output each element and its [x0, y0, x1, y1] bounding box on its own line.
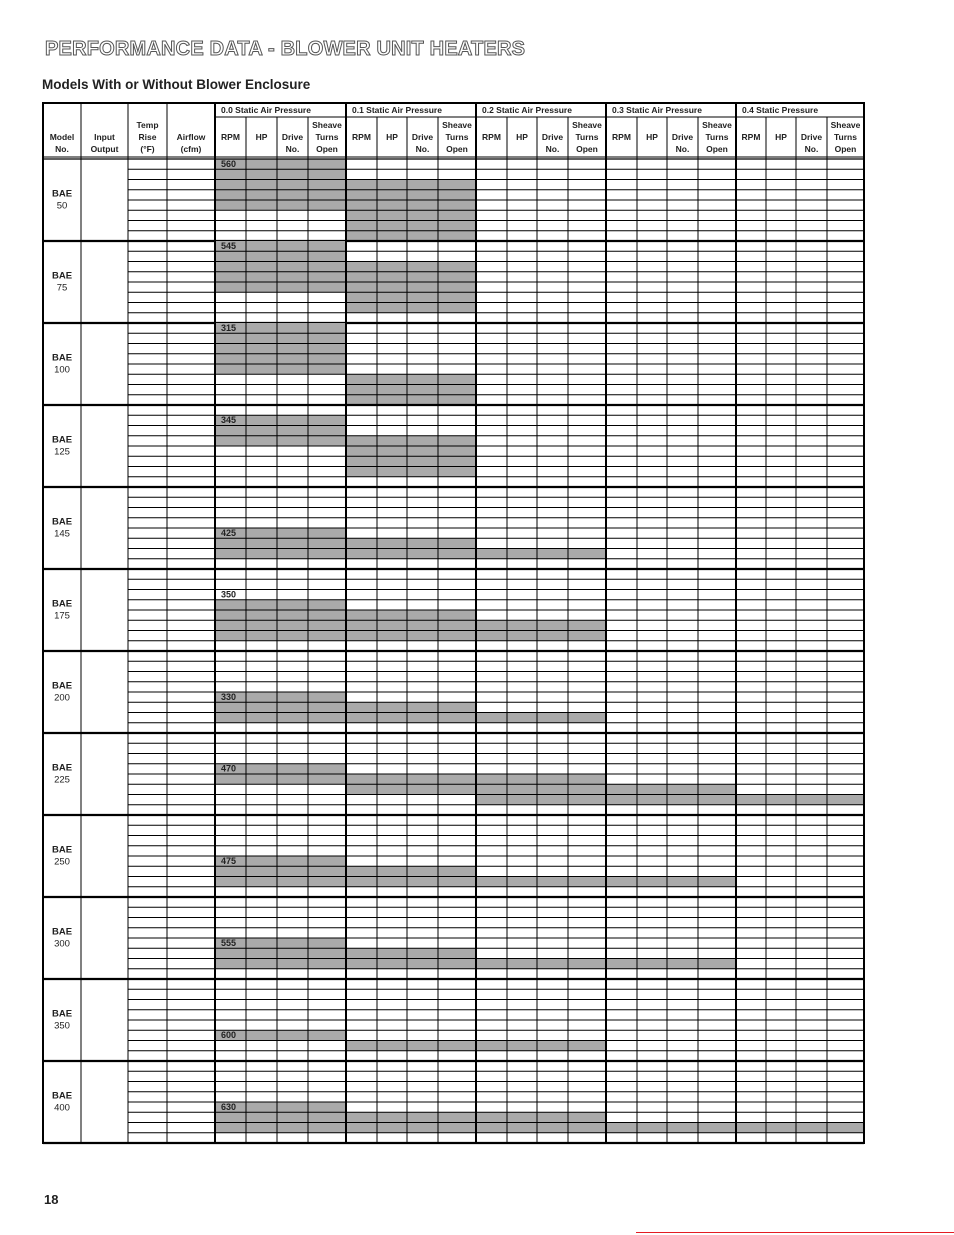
shaded-band: [476, 877, 606, 887]
model-size-label: 125: [54, 446, 70, 458]
model-label: BAE: [51, 598, 73, 610]
airflow-header: (cfm): [180, 144, 202, 154]
rpm-header: RPM: [221, 132, 240, 142]
sheave-header: Sheave: [702, 120, 732, 130]
model-size-label: 175: [54, 610, 70, 622]
model-label: BAE: [51, 188, 73, 200]
page-title: PERFORMANCE DATA - BLOWER UNIT HEATERS: [45, 38, 526, 60]
shaded-band: [346, 610, 476, 641]
rpm-value: 555: [221, 937, 237, 948]
shaded-band: [476, 959, 606, 969]
input-header: Output: [90, 144, 119, 154]
page-subtitle: Models With or Without Blower Enclosure: [42, 77, 311, 92]
model-label: BAE: [51, 762, 73, 774]
pressure-group-label: 0.3 Static Air Pressure: [612, 105, 702, 115]
sheave-header: Turns: [315, 132, 339, 142]
model-label: BAE: [51, 1090, 73, 1102]
model-size-label: 75: [56, 282, 68, 294]
model-size-label: 145: [54, 528, 70, 540]
model-header: Model: [49, 132, 75, 142]
drive-header: Drive: [541, 132, 564, 142]
shaded-band: [476, 713, 606, 723]
shaded-band: [476, 1041, 606, 1051]
sheave-header: Sheave: [572, 120, 602, 130]
rpm-value: 315: [221, 322, 237, 333]
page-number: 18: [44, 1192, 59, 1207]
hp-header: HP: [646, 132, 658, 142]
shaded-band: [346, 374, 476, 405]
sheave-header: Open: [316, 144, 338, 154]
sheave-header: Turns: [834, 132, 857, 142]
shaded-band: [736, 1123, 864, 1133]
shaded-band: [606, 1123, 736, 1133]
rpm-value: 630: [221, 1101, 237, 1112]
drive-header: Drive: [411, 132, 434, 142]
sheave-header: Sheave: [312, 120, 342, 130]
model-label: BAE: [51, 1008, 73, 1020]
model-size-label: 300: [54, 938, 70, 950]
sheave-header: Open: [834, 144, 857, 154]
model-size-label: 100: [54, 364, 70, 376]
shaded-band: [346, 1041, 476, 1051]
rpm-value: 600: [221, 1030, 237, 1041]
drive-header: No.: [285, 144, 300, 154]
model-size-label: 250: [54, 856, 70, 868]
airflow-header: Airflow: [176, 132, 206, 142]
temp-header: (°F): [140, 144, 155, 154]
drive-header: No.: [675, 144, 690, 154]
shaded-band: [476, 549, 606, 559]
model-label: BAE: [51, 926, 73, 938]
rpm-value: 470: [221, 763, 237, 774]
rpm-value: 425: [221, 527, 237, 538]
pressure-group-label: 0.4 Static Pressure: [742, 105, 819, 115]
rpm-value: 545: [221, 240, 237, 251]
model-size-label: 200: [54, 692, 70, 704]
rpm-value: 350: [221, 589, 237, 600]
drive-header: Drive: [800, 132, 823, 142]
model-label: BAE: [51, 844, 73, 856]
rpm-header: RPM: [741, 132, 761, 142]
temp-header: Temp: [136, 120, 159, 130]
sheave-header: Turns: [705, 132, 729, 142]
model-size-label: 225: [54, 774, 70, 786]
model-size-label: 400: [54, 1102, 70, 1114]
drive-header: No.: [545, 144, 560, 154]
shaded-band: [476, 774, 606, 805]
drive-header: No.: [415, 144, 430, 154]
model-label: BAE: [51, 516, 73, 528]
model-size-label: 350: [54, 1020, 70, 1032]
footer-rule: [636, 1232, 954, 1233]
model-label: BAE: [51, 270, 73, 282]
model-label: BAE: [51, 680, 73, 692]
drive-header: Drive: [671, 132, 694, 142]
model-label: BAE: [51, 434, 73, 446]
hp-header: HP: [386, 132, 398, 142]
drive-header: Drive: [281, 132, 304, 142]
rpm-value: 560: [221, 158, 237, 169]
shaded-band: [606, 959, 736, 969]
sheave-header: Turns: [575, 132, 599, 142]
sheave-header: Open: [706, 144, 728, 154]
rpm-header: RPM: [482, 132, 501, 142]
rpm-header: RPM: [612, 132, 631, 142]
sheave-header: Open: [576, 144, 598, 154]
hp-header: HP: [775, 132, 787, 142]
shaded-band: [346, 262, 476, 313]
rpm-header: RPM: [352, 132, 371, 142]
model-header: No.: [55, 144, 69, 154]
sheave-header: Open: [446, 144, 468, 154]
sheave-header: Sheave: [830, 120, 861, 130]
hp-header: HP: [255, 132, 268, 142]
rpm-value: 345: [221, 415, 237, 426]
sheave-header: Sheave: [442, 120, 472, 130]
input-header: Input: [94, 132, 115, 142]
pressure-group-label: 0.1 Static Air Pressure: [352, 105, 442, 115]
pressure-group-label: 0.2 Static Air Pressure: [482, 105, 572, 115]
shaded-band: [736, 795, 864, 805]
temp-header: Rise: [138, 132, 157, 142]
hp-header: HP: [516, 132, 528, 142]
shaded-band: [606, 877, 736, 887]
drive-header: No.: [804, 144, 819, 154]
rpm-value: 475: [221, 855, 237, 866]
model-label: BAE: [51, 352, 73, 364]
pressure-group-label: 0.0 Static Air Pressure: [221, 105, 311, 115]
sheave-header: Turns: [445, 132, 469, 142]
rpm-value: 330: [221, 691, 237, 702]
model-size-label: 50: [56, 200, 68, 212]
